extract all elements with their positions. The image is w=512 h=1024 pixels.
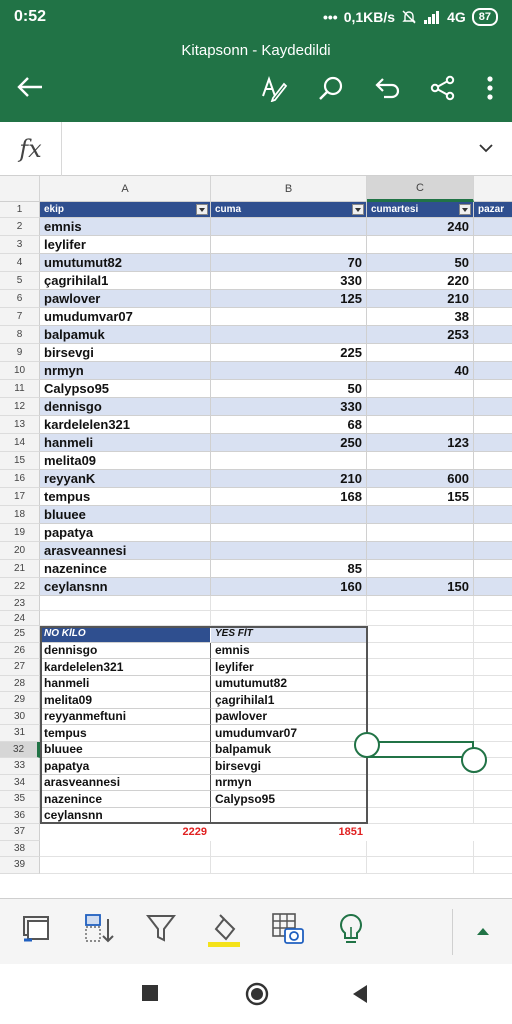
- row-header-39[interactable]: 39: [0, 857, 40, 874]
- yes-fit-cell[interactable]: leylifer: [211, 659, 367, 676]
- value-cell[interactable]: [211, 326, 367, 344]
- row-header-35[interactable]: 35: [0, 791, 40, 808]
- empty-cell[interactable]: [474, 857, 512, 874]
- row-header-36[interactable]: 36: [0, 808, 40, 825]
- table-camera-icon[interactable]: [272, 913, 304, 945]
- idea-bulb-icon[interactable]: [338, 913, 364, 947]
- row-header-2[interactable]: 2: [0, 218, 40, 236]
- system-navbar: [0, 964, 512, 1024]
- value-cell[interactable]: 220: [367, 272, 474, 290]
- no-kilo-cell[interactable]: melita09: [40, 692, 211, 709]
- empty-cell[interactable]: [211, 841, 367, 858]
- row-header-12[interactable]: 12: [0, 398, 40, 416]
- row-header-6[interactable]: 6: [0, 290, 40, 308]
- team-name-cell[interactable]: ceylansnn: [40, 578, 211, 596]
- team-name-cell[interactable]: emnis: [40, 218, 211, 236]
- more-vert-icon[interactable]: [486, 75, 494, 101]
- select-all-corner[interactable]: [0, 176, 40, 202]
- value-cell[interactable]: 600: [367, 470, 474, 488]
- share-icon[interactable]: [430, 75, 456, 101]
- yes-fit-cell[interactable]: umudumvar07: [211, 725, 367, 742]
- value-cell[interactable]: [474, 308, 512, 326]
- row-header-31[interactable]: 31: [0, 725, 40, 742]
- yes-fit-cell[interactable]: pawlover: [211, 709, 367, 726]
- empty-cell[interactable]: [40, 596, 211, 611]
- filter-dropdown-icon[interactable]: [352, 204, 364, 215]
- table1-header-label: cuma: [215, 204, 242, 215]
- row-header-5[interactable]: 5: [0, 272, 40, 290]
- row-header-30[interactable]: 30: [0, 709, 40, 726]
- empty-cell[interactable]: [474, 841, 512, 858]
- row-header-24[interactable]: 24: [0, 611, 40, 626]
- value-cell[interactable]: [474, 290, 512, 308]
- table1-header-label: pazar: [478, 204, 505, 215]
- empty-cell[interactable]: [474, 709, 512, 726]
- row-header-20[interactable]: 20: [0, 542, 40, 560]
- value-cell[interactable]: [211, 524, 367, 542]
- row-header-27[interactable]: 27: [0, 659, 40, 676]
- row-header-15[interactable]: 15: [0, 452, 40, 470]
- value-cell[interactable]: [474, 254, 512, 272]
- value-cell[interactable]: [367, 452, 474, 470]
- value-cell[interactable]: [211, 218, 367, 236]
- yes-fit-header[interactable]: YES FİT: [211, 626, 367, 643]
- search-icon[interactable]: [318, 75, 344, 101]
- column-header-d[interactable]: [474, 176, 512, 202]
- value-cell[interactable]: [474, 218, 512, 236]
- value-cell[interactable]: [474, 416, 512, 434]
- row-header-32[interactable]: 32: [0, 742, 40, 759]
- empty-cell[interactable]: [474, 626, 512, 643]
- bottom-toolbar: [0, 898, 512, 964]
- selection-start-handle[interactable]: [354, 732, 380, 758]
- yes-fit-cell[interactable]: balpamuk: [211, 742, 367, 759]
- empty-cell[interactable]: [474, 791, 512, 808]
- row-header-16[interactable]: 16: [0, 470, 40, 488]
- value-cell[interactable]: [474, 488, 512, 506]
- no-kilo-cell[interactable]: hanmeli: [40, 676, 211, 693]
- empty-cell[interactable]: [367, 709, 474, 726]
- value-cell[interactable]: 70: [211, 254, 367, 272]
- value-cell[interactable]: [367, 542, 474, 560]
- value-cell[interactable]: [474, 380, 512, 398]
- filter-icon[interactable]: [146, 913, 176, 943]
- team-name-cell[interactable]: birsevgi: [40, 344, 211, 362]
- row-header-1[interactable]: 1: [0, 202, 40, 218]
- row-header-7[interactable]: 7: [0, 308, 40, 326]
- home-circle-icon[interactable]: [245, 982, 269, 1006]
- row-header-17[interactable]: 17: [0, 488, 40, 506]
- empty-cell[interactable]: [474, 808, 512, 825]
- value-cell[interactable]: [474, 434, 512, 452]
- no-kilo-header[interactable]: NO KİLO: [40, 626, 211, 643]
- empty-cell[interactable]: [474, 643, 512, 660]
- no-kilo-cell[interactable]: tempus: [40, 725, 211, 742]
- team-name-cell[interactable]: leylifer: [40, 236, 211, 254]
- undo-icon[interactable]: [374, 75, 400, 101]
- spreadsheet-grid[interactable]: [0, 176, 512, 898]
- status-time: 0:52: [14, 8, 47, 25]
- value-cell[interactable]: 155: [367, 488, 474, 506]
- empty-cell[interactable]: [211, 596, 367, 611]
- row-header-9[interactable]: 9: [0, 344, 40, 362]
- value-cell[interactable]: [474, 542, 512, 560]
- row-header-19[interactable]: 19: [0, 524, 40, 542]
- row-header-13[interactable]: 13: [0, 416, 40, 434]
- value-cell[interactable]: 38: [367, 308, 474, 326]
- formula-bar[interactable]: [0, 122, 512, 176]
- yes-fit-cell[interactable]: Calypso95: [211, 791, 367, 808]
- value-cell[interactable]: [474, 362, 512, 380]
- row-header-22[interactable]: 22: [0, 578, 40, 596]
- value-cell[interactable]: [474, 326, 512, 344]
- no-kilo-cell[interactable]: bluuee: [40, 742, 211, 759]
- empty-cell[interactable]: [40, 841, 211, 858]
- column-header-b[interactable]: B: [211, 176, 367, 202]
- team-name-cell[interactable]: bluuee: [40, 506, 211, 524]
- value-cell[interactable]: [474, 398, 512, 416]
- team-name-cell[interactable]: arasveannesi: [40, 542, 211, 560]
- yes-fit-cell[interactable]: umutumut82: [211, 676, 367, 693]
- empty-cell[interactable]: [367, 626, 474, 643]
- value-cell[interactable]: 50: [211, 380, 367, 398]
- empty-cell[interactable]: [474, 659, 512, 676]
- signal-icon: [423, 10, 441, 24]
- back-triangle-icon[interactable]: [352, 984, 368, 1004]
- empty-cell[interactable]: [367, 725, 474, 742]
- empty-cell[interactable]: [367, 841, 474, 858]
- team-name-cell[interactable]: nazenince: [40, 560, 211, 578]
- team-name-cell[interactable]: umutumut82: [40, 254, 211, 272]
- table1-header-label: ekip: [44, 204, 65, 215]
- table1-header-0[interactable]: [40, 202, 211, 218]
- value-cell[interactable]: 330: [211, 272, 367, 290]
- value-cell[interactable]: [367, 416, 474, 434]
- empty-cell[interactable]: [40, 857, 211, 874]
- value-cell[interactable]: 160: [211, 578, 367, 596]
- row-header-29[interactable]: 29: [0, 692, 40, 709]
- more-dots-indicator: •••: [322, 9, 338, 25]
- row-header-33[interactable]: 33: [0, 758, 40, 775]
- no-kilo-cell[interactable]: nazenince: [40, 791, 211, 808]
- value-cell[interactable]: 68: [211, 416, 367, 434]
- value-cell[interactable]: 125: [211, 290, 367, 308]
- empty-cell[interactable]: [367, 791, 474, 808]
- value-cell[interactable]: 123: [367, 434, 474, 452]
- value-cell[interactable]: 40: [367, 362, 474, 380]
- comment-icon[interactable]: [22, 913, 52, 943]
- row-header-28[interactable]: 28: [0, 676, 40, 693]
- empty-cell[interactable]: [367, 659, 474, 676]
- row-header-3[interactable]: 3: [0, 236, 40, 254]
- empty-cell[interactable]: [367, 643, 474, 660]
- row-header-10[interactable]: 10: [0, 362, 40, 380]
- yes-fit-cell[interactable]: birsevgi: [211, 758, 367, 775]
- value-cell[interactable]: [211, 452, 367, 470]
- value-cell[interactable]: [211, 542, 367, 560]
- no-kilo-cell[interactable]: reyyanmeftuni: [40, 709, 211, 726]
- empty-cell[interactable]: [367, 596, 474, 611]
- table1-header-1[interactable]: [211, 202, 367, 218]
- row-header-21[interactable]: 21: [0, 560, 40, 578]
- status-bar: [0, 0, 512, 36]
- app-titlebar: [0, 36, 512, 122]
- empty-cell[interactable]: [474, 692, 512, 709]
- sort-icon[interactable]: [84, 913, 114, 945]
- network-type: 4G: [447, 9, 466, 25]
- net-speed: 0,1KB/s: [343, 9, 396, 25]
- value-cell[interactable]: [474, 470, 512, 488]
- value-cell[interactable]: [367, 380, 474, 398]
- value-cell[interactable]: [474, 344, 512, 362]
- empty-cell[interactable]: [367, 611, 474, 626]
- table1-header-label: cumartesi: [371, 204, 419, 215]
- value-cell[interactable]: [367, 236, 474, 254]
- value-cell[interactable]: 210: [367, 290, 474, 308]
- row-header-23[interactable]: 23: [0, 596, 40, 611]
- team-name-cell[interactable]: pawlover: [40, 290, 211, 308]
- team-name-cell[interactable]: nrmyn: [40, 362, 211, 380]
- team-name-cell[interactable]: papatya: [40, 524, 211, 542]
- value-cell[interactable]: [474, 578, 512, 596]
- value-cell[interactable]: 210: [211, 470, 367, 488]
- empty-cell[interactable]: [474, 676, 512, 693]
- row-header-11[interactable]: 11: [0, 380, 40, 398]
- empty-cell[interactable]: [367, 692, 474, 709]
- value-cell[interactable]: 150: [367, 578, 474, 596]
- value-cell[interactable]: [474, 506, 512, 524]
- team-name-cell[interactable]: balpamuk: [40, 326, 211, 344]
- row-header-37[interactable]: 37: [0, 824, 40, 841]
- value-cell[interactable]: [474, 272, 512, 290]
- toolbar-separator: [452, 909, 453, 955]
- team-name-cell[interactable]: dennisgo: [40, 398, 211, 416]
- team-name-cell[interactable]: umudumvar07: [40, 308, 211, 326]
- no-kilo-cell[interactable]: dennisgo: [40, 643, 211, 660]
- value-cell[interactable]: 240: [367, 218, 474, 236]
- value-cell[interactable]: 50: [367, 254, 474, 272]
- row-header-26[interactable]: 26: [0, 643, 40, 660]
- row-header-38[interactable]: 38: [0, 841, 40, 858]
- row-header-8[interactable]: 8: [0, 326, 40, 344]
- empty-cell[interactable]: [367, 775, 474, 792]
- value-cell[interactable]: 225: [211, 344, 367, 362]
- document-title: Kitapsonn - Kaydedildi: [181, 42, 331, 59]
- team-name-cell[interactable]: tempus: [40, 488, 211, 506]
- row-header-25[interactable]: 25: [0, 626, 40, 643]
- row-header-4[interactable]: 4: [0, 254, 40, 272]
- team-name-cell[interactable]: çagrihilal1: [40, 272, 211, 290]
- no-kilo-cell[interactable]: ceylansnn: [40, 808, 211, 825]
- empty-cell[interactable]: [474, 725, 512, 742]
- no-kilo-cell[interactable]: arasveannesi: [40, 775, 211, 792]
- expand-up-icon[interactable]: [476, 927, 490, 937]
- empty-cell[interactable]: [367, 857, 474, 874]
- filter-dropdown-icon[interactable]: [459, 204, 471, 215]
- value-cell[interactable]: 85: [211, 560, 367, 578]
- recents-square-icon[interactable]: [142, 985, 158, 1001]
- value-cell[interactable]: [211, 506, 367, 524]
- empty-cell[interactable]: [367, 742, 474, 759]
- row-header-34[interactable]: 34: [0, 775, 40, 792]
- table1-header-3[interactable]: [474, 202, 512, 218]
- row-header-18[interactable]: 18: [0, 506, 40, 524]
- value-cell[interactable]: 253: [367, 326, 474, 344]
- total-no-kilo[interactable]: 2229: [182, 826, 207, 839]
- row-header-14[interactable]: 14: [0, 434, 40, 452]
- empty-cell[interactable]: [211, 857, 367, 874]
- battery-indicator: 87: [472, 8, 498, 26]
- empty-cell[interactable]: [474, 596, 512, 611]
- team-name-cell[interactable]: kardelelen321: [40, 416, 211, 434]
- filter-dropdown-icon[interactable]: [196, 204, 208, 215]
- no-kilo-cell[interactable]: kardelelen321: [40, 659, 211, 676]
- value-cell[interactable]: [474, 560, 512, 578]
- team-name-cell[interactable]: melita09: [40, 452, 211, 470]
- value-cell[interactable]: [474, 524, 512, 542]
- yes-fit-cell[interactable]: çagrihilal1: [211, 692, 367, 709]
- value-cell[interactable]: 330: [211, 398, 367, 416]
- total-yes-fit[interactable]: 1851: [338, 826, 363, 839]
- back-arrow-icon[interactable]: [16, 76, 44, 98]
- chevron-down-icon[interactable]: [478, 140, 494, 156]
- empty-cell[interactable]: [474, 775, 512, 792]
- selection-end-handle[interactable]: [461, 747, 487, 773]
- value-cell[interactable]: [367, 524, 474, 542]
- empty-cell[interactable]: [367, 676, 474, 693]
- fx-label: fx: [0, 122, 62, 176]
- empty-cell[interactable]: [211, 611, 367, 626]
- value-cell[interactable]: [367, 344, 474, 362]
- yes-fit-cell[interactable]: [211, 808, 367, 825]
- value-cell[interactable]: [211, 362, 367, 380]
- no-kilo-cell[interactable]: papatya: [40, 758, 211, 775]
- column-header-c[interactable]: C: [367, 176, 474, 202]
- value-cell[interactable]: [474, 236, 512, 254]
- fill-color-icon[interactable]: [208, 913, 240, 947]
- empty-cell[interactable]: [474, 611, 512, 626]
- empty-cell[interactable]: [367, 808, 474, 825]
- title-tools: [260, 74, 494, 102]
- column-header-a[interactable]: A: [40, 176, 211, 202]
- value-cell[interactable]: [367, 506, 474, 524]
- yes-fit-cell[interactable]: nrmyn: [211, 775, 367, 792]
- value-cell[interactable]: [367, 398, 474, 416]
- value-cell[interactable]: [367, 560, 474, 578]
- value-cell[interactable]: 168: [211, 488, 367, 506]
- table1-header-2[interactable]: [367, 202, 474, 218]
- value-cell[interactable]: [211, 236, 367, 254]
- empty-cell[interactable]: [367, 758, 474, 775]
- status-right: [323, 8, 498, 26]
- mute-bell-icon: [401, 9, 417, 25]
- pen-format-icon[interactable]: [260, 74, 288, 102]
- team-name-cell[interactable]: Calypso95: [40, 380, 211, 398]
- value-cell[interactable]: 250: [211, 434, 367, 452]
- value-cell[interactable]: [211, 308, 367, 326]
- team-name-cell[interactable]: hanmeli: [40, 434, 211, 452]
- value-cell[interactable]: [474, 452, 512, 470]
- empty-cell[interactable]: [40, 611, 211, 626]
- team-name-cell[interactable]: reyyanK: [40, 470, 211, 488]
- yes-fit-cell[interactable]: emnis: [211, 643, 367, 660]
